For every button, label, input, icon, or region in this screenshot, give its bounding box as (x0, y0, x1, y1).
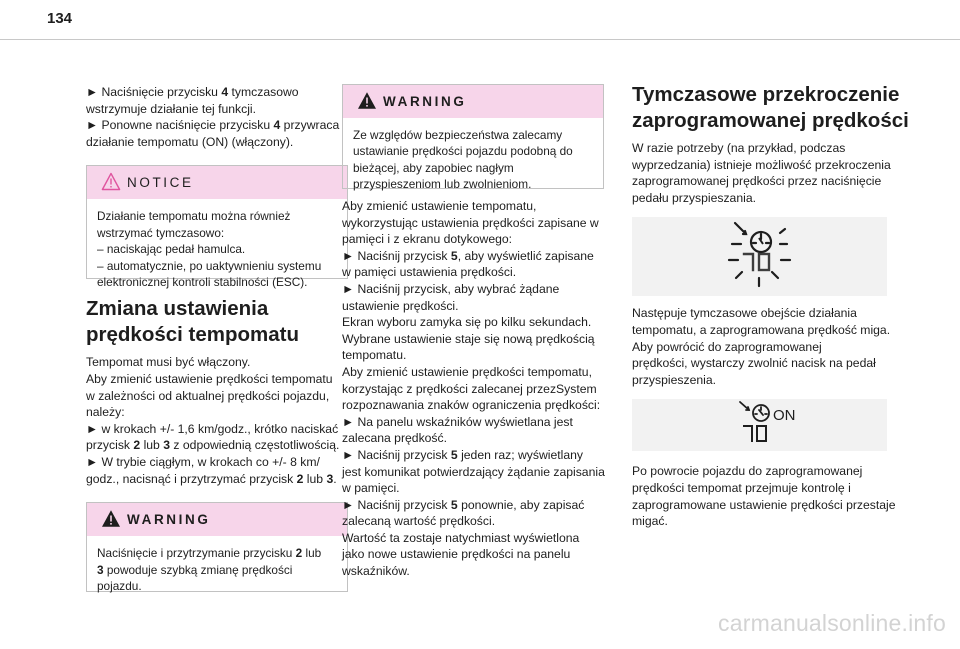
section-heading-override (632, 82, 909, 134)
section-heading-change-speed (86, 296, 348, 348)
speedometer-icon (632, 399, 887, 451)
notice-text (97, 208, 337, 290)
text-line: – naciskając pedał hamulca. (97, 242, 246, 257)
text-line: Aby zmienić ustawienie tempomatu, (342, 199, 537, 213)
text-line: ► Naciśnij przycisk 5, aby wyświetlić zapisane (342, 248, 594, 263)
text-line: elektronicznej kontroli stabilności (ESC). (97, 275, 308, 289)
text-line: ► Naciśnij przycisk, aby wybrać żądane (342, 281, 560, 296)
text-line: zaprogramowanej prędkości przez naciśnięcie (632, 174, 882, 189)
text-line: tempomatu. (342, 348, 407, 363)
warning-box-safety (342, 84, 604, 192)
notice-header (87, 166, 347, 199)
text-line: przyspieszenia. (632, 372, 716, 387)
text-line: ► Naciśnij przycisk 5 jeden raz; wyświetlany (342, 447, 584, 462)
text-line: przycisk 2 lub 3 z odpowiednią częstotliwością. (86, 438, 340, 453)
text-line: pojazdu. (97, 578, 142, 593)
text-line: Aby zmienić ustawienie prędkości tempomatu (86, 371, 333, 386)
warning-triangle-icon (101, 509, 121, 533)
text-line: prędkości tempomat przejmuje kontrolę i (632, 480, 851, 495)
text-line: Aby zmienić ustawienie prędkości tempomatu, (342, 364, 592, 379)
warning-text (353, 127, 593, 193)
text-line: w pamięci ustawienia prędkości. (342, 265, 517, 280)
text-line: ► Naciśnij przycisk 5 ponownie, aby zapisać (342, 497, 585, 512)
text-line: zalecaną wartość prędkości. (342, 514, 496, 529)
text-line: należy: (86, 405, 125, 420)
memory-speed-paragraph (342, 198, 604, 580)
text-line: prędkości tempomatu (86, 323, 300, 347)
text-line: Tempomat musi być włączony. (86, 355, 251, 370)
text-line: ► Naciśnięcie przycisku 4 tymczasowo (86, 85, 299, 99)
text-line: Wartość ta zostaje natychmiast wyświetlona (342, 530, 580, 545)
text-line: Po powrocie pojazdu do zaprogramowanej (632, 464, 863, 479)
warning-triangle-icon (357, 91, 377, 115)
text-line: ustawienie prędkości. (342, 298, 459, 313)
override-intro-paragraph (632, 140, 894, 206)
text-line: działanie tempomatu (ON) (włączony). (86, 134, 294, 149)
warning-header (343, 85, 603, 118)
notice-box (86, 165, 348, 289)
text-line: ► w krokach +/- 1,6 km/godz., krótko naciskać (86, 421, 339, 436)
text-line: zalecana prędkość. (342, 431, 448, 446)
figure-speed-on (632, 399, 887, 451)
text-line: ustawianie prędkości pojazdu podobną do (353, 144, 573, 159)
text-line: rozpoznawania znaków ograniczenia prędkości: (342, 398, 601, 413)
text-line: wstrzymać tymczasowo: (97, 225, 225, 240)
column-left (86, 84, 348, 592)
text-line: ► Na panelu wskaźników wyświetlana jest (342, 414, 573, 429)
text-line: ► Ponowne naciśnięcie przycisku 4 przywraca (86, 118, 340, 133)
text-line: godz., nacisnąć i przytrzymać przycisk 2 lub 3. (86, 471, 337, 486)
text-line: 3 powoduje szybką zmianę prędkości (97, 562, 293, 577)
warning-title: WARNING (383, 94, 467, 109)
text-line: zaprogramowanej prędkości (632, 109, 909, 132)
warning-text (97, 545, 337, 594)
text-line: jako nowe ustawienie prędkości na panelu (342, 547, 571, 562)
warning-header (87, 503, 347, 536)
notice-triangle-icon (101, 172, 121, 196)
return-paragraph (632, 463, 894, 529)
text-line: jest komunikat potwierdzający żądanie zapisania (342, 464, 605, 479)
text-line: przyspieszeniom lub zwolnieniom. (353, 177, 532, 192)
text-line: w zależności od aktualnej prędkości pojazdu, (86, 388, 330, 403)
text-line: prędkości, wystarczy zwolnić nacisk na pedał (632, 356, 876, 371)
warning-title: WARNING (127, 512, 211, 528)
text-line: korzystając z prędkości zalecanej przezSystem (342, 381, 597, 396)
text-line: Działanie tempomatu można również (97, 209, 291, 224)
cruise-status-on: ON (773, 407, 796, 425)
text-line: Tymczasowe przekroczenie (632, 83, 900, 106)
text-line: bieżącej, aby zapobiec nagłym (353, 160, 514, 175)
page-number: 134 (47, 10, 73, 27)
notice-title: NOTICE (127, 175, 194, 191)
text-line: W razie potrzeby (na przykład, podczas (632, 141, 846, 155)
text-line: pedału przyspieszania. (632, 190, 756, 205)
top-rule (0, 39, 960, 40)
column-middle (342, 84, 604, 580)
text-line: Ekran wyboru zamyka się po kilku sekundach. (342, 315, 592, 330)
intro-paragraph (86, 84, 348, 150)
text-line: Zmiana ustawienia (86, 297, 269, 321)
text-line: Naciśnięcie i przytrzymanie przycisku 2 lub (97, 546, 322, 561)
text-line: – automatycznie, po uaktywnieniu systemu (97, 258, 322, 273)
figure-speed-flashing (632, 217, 887, 296)
override-explanation-paragraph (632, 305, 894, 388)
text-line: migać. (632, 514, 668, 529)
text-line: wskaźników. (342, 564, 410, 579)
text-line: Wybrane ustawienie staje się nową prędkością (342, 331, 595, 346)
text-line: Następuje tymczasowe obejście działania (632, 306, 857, 321)
text-line: Ze względów bezpieczeństwa zalecamy (353, 128, 563, 142)
text-line: zaprogramowane ustawienie prędkości przestaje (632, 497, 896, 512)
column-right (632, 83, 909, 530)
text-line: tempomatu, a zaprogramowana prędkość miga. (632, 322, 891, 337)
text-line: w pamięci. (342, 481, 400, 496)
warning-box-hold (86, 502, 348, 592)
text-line: pamięci i z ekranu dotykowego: (342, 232, 513, 247)
text-line: wstrzymuje działanie tej funkcji. (86, 101, 257, 116)
text-line: Aby powrócić do zaprogramowanej (632, 339, 822, 354)
text-line: wykorzystując ustawienia prędkości zapisane w (342, 215, 599, 230)
watermark: carmanualsonline.info (718, 610, 946, 636)
change-speed-paragraph (86, 354, 348, 487)
text-line: ► W trybie ciągłym, w krokach co +/- 8 km/ (86, 454, 320, 469)
speedometer-flashing-icon (632, 217, 887, 296)
text-line: wyprzedzania) istnieje możliwość przekroczenia (632, 157, 891, 172)
